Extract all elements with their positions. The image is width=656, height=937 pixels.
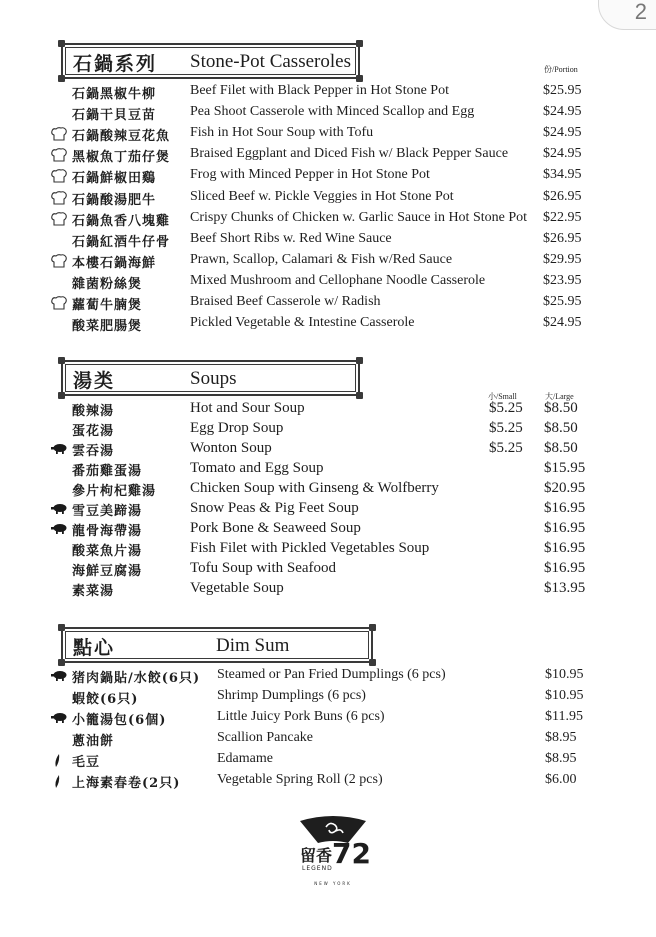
item-name-en: Pork Bone & Seaweed Soup (190, 520, 361, 536)
item-price: $10.95 (545, 667, 584, 682)
item-price-large: $20.95 (544, 480, 586, 496)
item-name-en: Hot and Sour Soup (190, 400, 305, 416)
item-name-zh: 蝦餃(6只) (72, 692, 139, 707)
item-name-en: Tofu Soup with Seafood (190, 560, 337, 576)
menu-item (0, 145, 656, 166)
item-price-large: $16.95 (544, 500, 586, 516)
item-price-small: $5.25 (489, 440, 523, 456)
item-price: $24.95 (543, 146, 582, 162)
item-name-zh: 小籠湯包(6個) (72, 713, 167, 728)
small-header: 小/Small (488, 392, 517, 401)
item-name-en: Fish in Hot Sour Soup with Tofu (190, 125, 374, 141)
item-price: $23.95 (543, 272, 582, 288)
item-name-zh: 酸菜肥腸煲 (72, 319, 143, 335)
item-name-en: Frog with Minced Pepper in Hot Stone Pot (190, 167, 430, 183)
item-name-zh: 蘿蔔牛腩煲 (72, 298, 143, 313)
section-title-zh: 湯类 (73, 370, 116, 392)
item-name-en: Beef Filet with Black Pepper in Hot Stone Pot (190, 83, 449, 98)
pig-icon (50, 442, 68, 456)
menu-item (0, 82, 656, 103)
item-price-small: $5.25 (489, 400, 523, 416)
item-price-large: $16.95 (544, 560, 586, 576)
restaurant-logo (298, 815, 371, 890)
leaf-icon (50, 774, 68, 788)
item-name-en: Edamame (217, 751, 273, 766)
menu-item (0, 399, 656, 420)
menu-item (0, 750, 656, 771)
item-price-large: $16.95 (544, 520, 586, 536)
menu-item (0, 499, 656, 520)
page-number: 2 (634, 0, 647, 24)
menu-item (0, 729, 656, 750)
item-name-en: Mixed Mushroom and Cellophane Noodle Casserole (190, 272, 486, 288)
item-price: $24.95 (543, 315, 582, 331)
item-name-zh: 素菜湯 (72, 584, 115, 599)
logo-legend: LEGEND (302, 865, 333, 872)
menu-item (0, 687, 656, 708)
menu-item (0, 708, 656, 729)
item-name-zh: 本樓石鍋海鮮 (72, 255, 157, 271)
item-name-zh: 番茄雞蛋湯 (72, 464, 143, 479)
item-price-large: $15.95 (544, 460, 586, 476)
item-name-zh: 蛋花湯 (72, 424, 115, 439)
item-name-zh: 蔥油餅 (72, 734, 115, 749)
item-name-en: Fish Filet with Pickled Vegetables Soup (190, 540, 430, 556)
item-name-en: Vegetable Soup (190, 580, 284, 596)
page-number-tab (598, 0, 656, 30)
item-name-zh: 石鍋酸湯肥牛 (72, 192, 157, 208)
item-name-en: Scallion Pancake (217, 730, 314, 745)
chef-hat-icon (50, 296, 68, 310)
item-name-en: Prawn, Scallop, Calamari & Fish w/Red Sauce (190, 251, 453, 267)
item-price: $34.95 (543, 167, 582, 183)
item-price: $11.95 (545, 709, 583, 724)
item-price: $10.95 (545, 688, 584, 703)
menu-item (0, 439, 656, 460)
menu-item (0, 209, 656, 230)
section-title-en: Dim Sum (216, 635, 290, 656)
item-price-large: $16.95 (544, 540, 586, 556)
leaf-icon (50, 753, 68, 767)
menu-item (0, 519, 656, 540)
menu-item (0, 230, 656, 251)
item-name-en: Beef Short Ribs w. Red Wine Sauce (190, 230, 392, 246)
item-name-en: Little Juicy Pork Buns (6 pcs) (217, 709, 385, 724)
item-name-en: Tomato and Egg Soup (190, 460, 324, 476)
menu-item (0, 666, 656, 687)
item-price: $6.00 (545, 772, 577, 787)
item-price-large: $8.50 (544, 400, 578, 416)
item-name-en: Vegetable Spring Roll (2 pcs) (217, 772, 383, 787)
item-name-zh: 雲吞湯 (72, 444, 115, 459)
item-price: $8.95 (545, 730, 577, 745)
item-name-zh: 龍骨海帶湯 (72, 524, 143, 539)
item-name-zh: 石鍋紅酒牛仔骨 (72, 234, 171, 250)
section-header-soups (61, 360, 360, 396)
chef-hat-icon (50, 212, 68, 226)
logo-chinese: 留香 (300, 846, 333, 865)
chef-hat-icon (50, 191, 68, 205)
item-name-zh: 猪肉鍋貼/水餃(6只) (72, 671, 201, 686)
section-title-zh: 石鍋系列 (73, 53, 158, 75)
item-name-zh: 上海素春卷(2只) (72, 776, 181, 791)
item-name-en: Egg Drop Soup (190, 420, 284, 436)
menu-item (0, 419, 656, 440)
portion-header: 份/Portion (544, 65, 578, 74)
item-price-large: $13.95 (544, 580, 586, 596)
item-name-zh: 雜菌粉絲煲 (72, 276, 143, 292)
item-name-zh: 雪豆美蹄湯 (72, 504, 143, 519)
item-name-zh: 毛豆 (72, 755, 101, 770)
item-price-large: $8.50 (544, 420, 578, 436)
item-name-en: Steamed or Pan Fried Dumplings (6 pcs) (217, 667, 446, 682)
menu-item (0, 166, 656, 187)
item-price: $25.95 (543, 294, 582, 309)
large-header: 大/Large (545, 392, 574, 401)
section-header-dim-sum (61, 627, 373, 663)
item-name-en: Shrimp Dumplings (6 pcs) (217, 688, 366, 703)
item-name-zh: 黑椒魚丁茄仔煲 (72, 150, 171, 166)
item-price: $25.95 (543, 83, 582, 98)
item-price-small: $5.25 (489, 420, 523, 436)
menu-item (0, 579, 656, 600)
item-name-en: Braised Beef Casserole w/ Radish (190, 294, 381, 309)
pig-icon (50, 669, 68, 683)
item-name-zh: 參片枸杞雞湯 (72, 484, 157, 499)
menu-item (0, 459, 656, 480)
item-name-zh: 酸辣湯 (72, 404, 115, 419)
item-name-zh: 石鍋干貝豆苗 (72, 108, 157, 124)
item-name-en: Chicken Soup with Ginseng & Wolfberry (190, 480, 439, 496)
item-name-zh: 石鍋酸辣豆花魚 (72, 129, 171, 145)
chef-hat-icon (50, 254, 68, 268)
item-price: $26.95 (543, 230, 582, 246)
item-price: $24.95 (543, 104, 582, 120)
item-name-zh: 石鍋魚香八塊雞 (72, 213, 171, 229)
menu-item (0, 539, 656, 560)
menu-item (0, 124, 656, 145)
menu-item (0, 251, 656, 272)
item-name-en: Snow Peas & Pig Feet Soup (190, 500, 359, 516)
section-header-stone-pot (61, 43, 360, 79)
chef-hat-icon (50, 148, 68, 162)
item-price: $24.95 (543, 125, 582, 141)
logo-city: NEW YORK (314, 881, 352, 886)
menu-item (0, 479, 656, 500)
item-name-en: Pickled Vegetable & Intestine Casserole (190, 315, 415, 331)
item-name-zh: 酸菜魚片湯 (72, 544, 143, 559)
menu-item (0, 103, 656, 124)
section-title-en: Stone-Pot Casseroles (190, 51, 351, 72)
item-name-en: Wonton Soup (190, 440, 272, 456)
chef-hat-icon (50, 127, 68, 141)
chef-hat-icon (50, 169, 68, 183)
item-name-zh: 石鍋黑椒牛柳 (72, 87, 157, 102)
menu-item (0, 272, 656, 293)
item-name-en: Braised Eggplant and Diced Fish w/ Black Pepper Sauce (190, 146, 509, 162)
item-price: $8.95 (545, 751, 577, 766)
logo-number: 72 (332, 837, 371, 870)
menu-item (0, 293, 656, 314)
menu-item (0, 188, 656, 209)
menu-item (0, 559, 656, 580)
item-price: $29.95 (543, 251, 582, 267)
section-title-en: Soups (190, 368, 237, 389)
section-title-zh: 點心 (73, 637, 116, 659)
item-price: $22.95 (543, 209, 582, 225)
item-name-en: Pea Shoot Casserole with Minced Scallop and Egg (190, 104, 475, 120)
item-name-zh: 海鮮豆腐湯 (72, 564, 143, 579)
pig-icon (50, 502, 68, 516)
item-name-zh: 石鍋鮮椒田鷄 (72, 171, 157, 187)
menu-item (0, 314, 656, 335)
item-price-large: $8.50 (544, 440, 578, 456)
item-name-en: Crispy Chunks of Chicken w. Garlic Sauce in Hot Stone Pot (190, 209, 528, 225)
item-price: $26.95 (543, 188, 582, 204)
menu-item (0, 771, 656, 792)
pig-icon (50, 522, 68, 536)
pig-icon (50, 711, 68, 725)
item-name-en: Sliced Beef w. Pickle Veggies in Hot Stone Pot (190, 188, 454, 204)
